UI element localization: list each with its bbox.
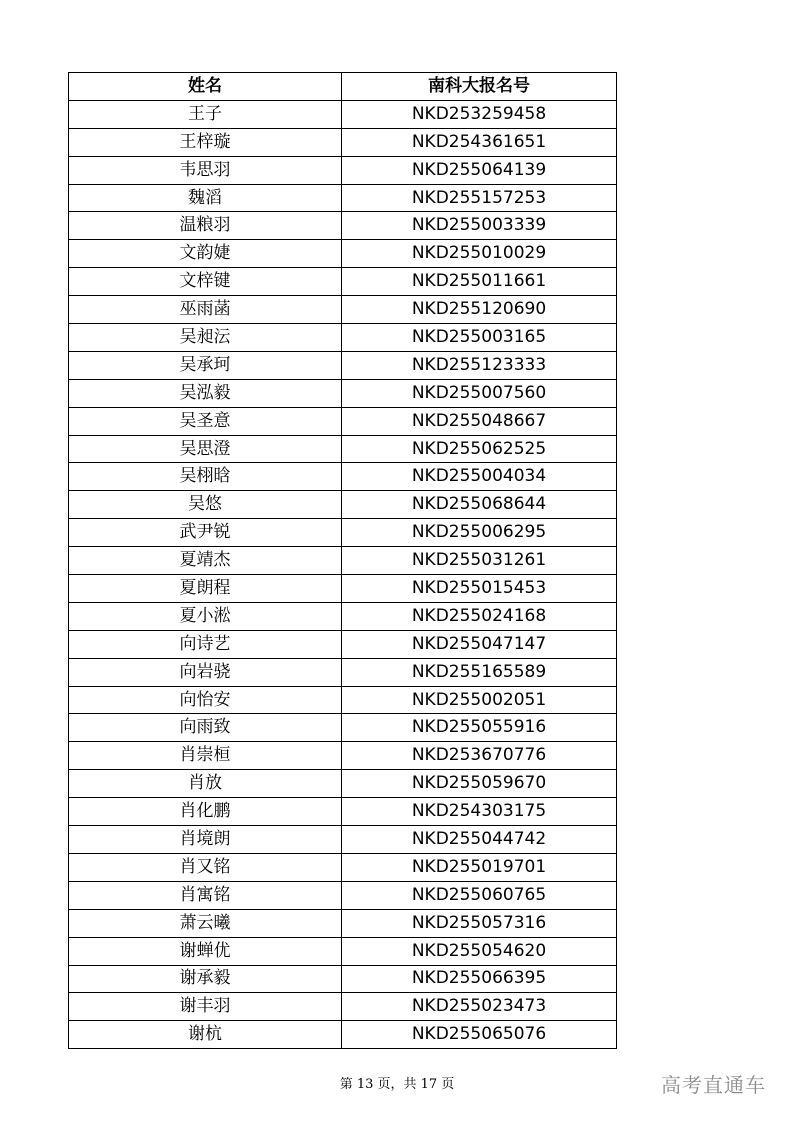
cell-name: 武尹锐	[69, 519, 342, 547]
roster-table	[68, 72, 617, 1049]
table-row	[69, 575, 617, 603]
cell-registration-number: NKD255006295	[342, 519, 617, 547]
table-row	[69, 324, 617, 352]
cell-registration-number: NKD255060765	[342, 881, 617, 909]
cell-name: 向雨致	[69, 714, 342, 742]
cell-name: 吴思澄	[69, 435, 342, 463]
table-row	[69, 714, 617, 742]
cell-name: 向怡安	[69, 686, 342, 714]
table-row	[69, 547, 617, 575]
cell-name: 巫雨菡	[69, 296, 342, 324]
cell-name: 谢蝉优	[69, 937, 342, 965]
cell-name: 文韵婕	[69, 240, 342, 268]
cell-registration-number: NKD255019701	[342, 853, 617, 881]
cell-name: 向诗艺	[69, 630, 342, 658]
cell-registration-number: NKD255066395	[342, 965, 617, 993]
cell-registration-number: NKD255003165	[342, 324, 617, 352]
cell-registration-number: NKD255064139	[342, 156, 617, 184]
table-row	[69, 798, 617, 826]
table-row	[69, 156, 617, 184]
header-name: 姓名	[69, 73, 342, 101]
cell-registration-number: NKD255057316	[342, 909, 617, 937]
cell-name: 肖寓铭	[69, 881, 342, 909]
header-registration-number: 南科大报名号	[342, 73, 617, 101]
cell-name: 魏滔	[69, 184, 342, 212]
cell-name: 萧云曦	[69, 909, 342, 937]
table-row	[69, 491, 617, 519]
cell-name: 夏朗程	[69, 575, 342, 603]
table-header-row	[69, 73, 617, 101]
table-row	[69, 519, 617, 547]
table-row	[69, 1021, 617, 1049]
cell-registration-number: NKD255157253	[342, 184, 617, 212]
cell-name: 肖崇桓	[69, 742, 342, 770]
table-row	[69, 686, 617, 714]
cell-registration-number: NKD254303175	[342, 798, 617, 826]
cell-name: 吴悠	[69, 491, 342, 519]
cell-name: 肖化鹏	[69, 798, 342, 826]
table-row	[69, 658, 617, 686]
table-row	[69, 742, 617, 770]
cell-registration-number: NKD255062525	[342, 435, 617, 463]
cell-registration-number: NKD255059670	[342, 770, 617, 798]
table-row	[69, 993, 617, 1021]
page-number: 第 13 页，共 17 页	[339, 1077, 455, 1092]
cell-registration-number: NKD255165589	[342, 658, 617, 686]
table-row	[69, 184, 617, 212]
cell-registration-number: NKD255004034	[342, 463, 617, 491]
cell-registration-number: NKD254361651	[342, 128, 617, 156]
cell-registration-number: NKD255002051	[342, 686, 617, 714]
cell-registration-number: NKD255011661	[342, 268, 617, 296]
cell-registration-number: NKD255120690	[342, 296, 617, 324]
cell-name: 吴昶沄	[69, 324, 342, 352]
table-row	[69, 826, 617, 854]
table-row	[69, 881, 617, 909]
cell-name: 谢承毅	[69, 965, 342, 993]
cell-name: 吴圣意	[69, 407, 342, 435]
table-row	[69, 407, 617, 435]
table-row	[69, 937, 617, 965]
cell-name: 肖又铭	[69, 853, 342, 881]
table-row	[69, 296, 617, 324]
table-row	[69, 379, 617, 407]
table-row	[69, 435, 617, 463]
cell-registration-number: NKD255015453	[342, 575, 617, 603]
cell-name: 吴泓毅	[69, 379, 342, 407]
cell-name: 谢杭	[69, 1021, 342, 1049]
table-row	[69, 100, 617, 128]
watermark: 高考直通车	[661, 1073, 766, 1097]
cell-name: 吴承珂	[69, 351, 342, 379]
cell-registration-number: NKD255047147	[342, 630, 617, 658]
table-row	[69, 351, 617, 379]
table-row	[69, 463, 617, 491]
cell-name: 谢丰羽	[69, 993, 342, 1021]
cell-name: 文梓键	[69, 268, 342, 296]
cell-registration-number: NKD255065076	[342, 1021, 617, 1049]
cell-registration-number: NKD255054620	[342, 937, 617, 965]
cell-registration-number: NKD255023473	[342, 993, 617, 1021]
table-row	[69, 853, 617, 881]
cell-name: 肖放	[69, 770, 342, 798]
cell-name: 肖境朗	[69, 826, 342, 854]
cell-registration-number: NKD255007560	[342, 379, 617, 407]
cell-registration-number: NKD255031261	[342, 547, 617, 575]
cell-registration-number: NKD253670776	[342, 742, 617, 770]
cell-registration-number: NKD255003339	[342, 212, 617, 240]
cell-registration-number: NKD255048667	[342, 407, 617, 435]
cell-registration-number: NKD255024168	[342, 602, 617, 630]
cell-name: 夏小淞	[69, 602, 342, 630]
cell-name: 韦思羽	[69, 156, 342, 184]
cell-registration-number: NKD255010029	[342, 240, 617, 268]
cell-registration-number: NKD255123333	[342, 351, 617, 379]
table-body	[69, 100, 617, 1048]
table-row	[69, 602, 617, 630]
cell-registration-number: NKD253259458	[342, 100, 617, 128]
cell-name: 夏靖杰	[69, 547, 342, 575]
cell-registration-number: NKD255044742	[342, 826, 617, 854]
cell-name: 王梓璇	[69, 128, 342, 156]
table-row	[69, 770, 617, 798]
table-row	[69, 268, 617, 296]
table-row	[69, 965, 617, 993]
table-row	[69, 630, 617, 658]
cell-name: 王子	[69, 100, 342, 128]
table-row	[69, 212, 617, 240]
cell-registration-number: NKD255068644	[342, 491, 617, 519]
cell-name: 温粮羽	[69, 212, 342, 240]
cell-registration-number: NKD255055916	[342, 714, 617, 742]
cell-name: 吴栩晗	[69, 463, 342, 491]
table-row	[69, 909, 617, 937]
cell-name: 向岩骁	[69, 658, 342, 686]
table-row	[69, 240, 617, 268]
table-row	[69, 128, 617, 156]
